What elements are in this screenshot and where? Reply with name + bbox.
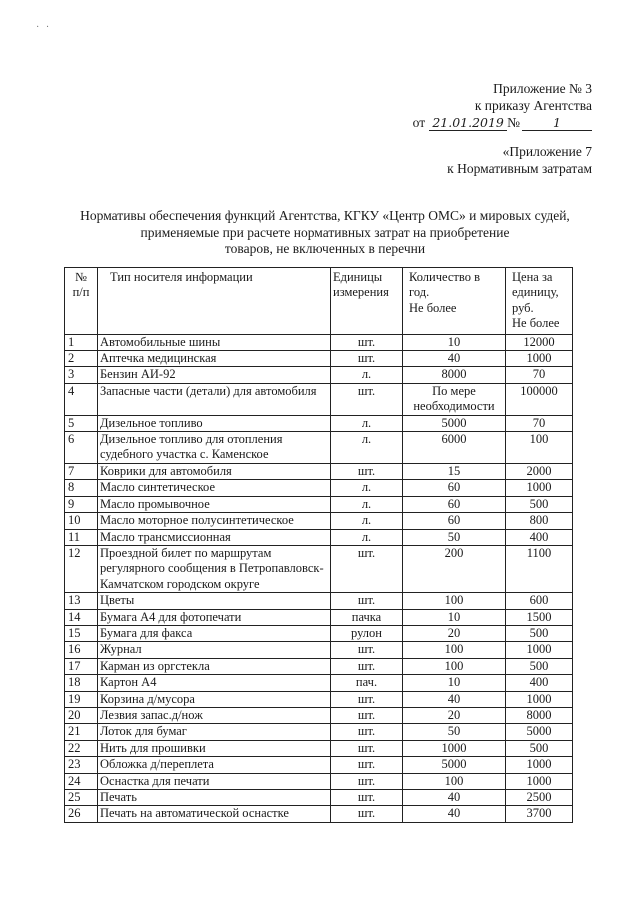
row-quantity: 200 [403, 545, 506, 592]
table-row [65, 480, 573, 496]
row-price: 1000 [506, 691, 573, 707]
date-prefix: от [412, 115, 426, 130]
header-price-line-3: руб. [512, 300, 534, 315]
row-price: 70 [506, 415, 573, 431]
table-row [65, 513, 573, 529]
row-unit: шт. [331, 740, 403, 756]
table-row [65, 415, 573, 431]
row-name: Лезвия запас.д/нож [98, 707, 331, 723]
row-unit: л. [331, 529, 403, 545]
row-quantity: 50 [403, 724, 506, 740]
table-row [65, 593, 573, 609]
row-name: Бумага А4 для фотопечати [98, 609, 331, 625]
header-name-text: Тип носителя информации [110, 270, 253, 284]
header-price-line-4: Не более [512, 316, 560, 331]
row-name: Бумага для факса [98, 625, 331, 641]
row-number: 5 [65, 415, 98, 431]
row-quantity: 5000 [403, 757, 506, 773]
row-price: 500 [506, 740, 573, 756]
row-quantity: 1000 [403, 740, 506, 756]
row-price: 500 [506, 625, 573, 641]
row-number: 25 [65, 790, 98, 806]
row-name: Корзина д/мусора [98, 691, 331, 707]
row-number: 17 [65, 658, 98, 674]
header-quantity-line-1: Количество в [409, 270, 480, 284]
row-quantity: 40 [403, 351, 506, 367]
table-row [65, 351, 573, 367]
row-name: Карман из оргстекла [98, 658, 331, 674]
row-name: Журнал [98, 642, 331, 658]
row-quantity: 6000 [403, 432, 506, 464]
row-price: 5000 [506, 724, 573, 740]
row-number: 20 [65, 707, 98, 723]
row-unit: шт. [331, 806, 403, 822]
row-name: Автомобильные шины [98, 334, 331, 350]
row-quantity: 20 [403, 625, 506, 641]
table-row [65, 675, 573, 691]
title-line-3: товаров, не включенных в перечни [224, 241, 426, 256]
row-unit: шт. [331, 383, 403, 415]
table-row [65, 773, 573, 789]
row-number: 10 [65, 513, 98, 529]
table-body [65, 334, 573, 822]
table-row [65, 496, 573, 512]
row-quantity: 100 [403, 642, 506, 658]
table-row [65, 691, 573, 707]
table-row [65, 367, 573, 383]
appendix-header [413, 80, 592, 131]
row-name: Масло трансмиссионная [98, 529, 331, 545]
title-line-1: Нормативы обеспечения функций Агентства, КГКУ «Центр ОМС» и мировых судей, [80, 208, 570, 223]
row-price: 8000 [506, 707, 573, 723]
norms-table [64, 267, 573, 823]
row-number: 11 [65, 529, 98, 545]
normative-header [447, 143, 592, 177]
row-quantity: 5000 [403, 415, 506, 431]
row-unit: рулон [331, 625, 403, 641]
header-quantity-line-3: Не более [409, 300, 457, 315]
row-unit: л. [331, 513, 403, 529]
appendix7-label: «Приложение 7 [502, 144, 592, 159]
row-number: 26 [65, 806, 98, 822]
handwritten-number: 1 [522, 115, 592, 131]
row-number: 9 [65, 496, 98, 512]
table-row [65, 790, 573, 806]
header-number-line-2: п/п [72, 285, 90, 300]
row-price: 2500 [506, 790, 573, 806]
row-quantity: 15 [403, 463, 506, 479]
normative-reference: к Нормативным затратам [447, 161, 592, 176]
row-number: 23 [65, 757, 98, 773]
row-unit: шт. [331, 658, 403, 674]
table-row [65, 724, 573, 740]
row-quantity: 40 [403, 691, 506, 707]
row-price: 600 [506, 593, 573, 609]
row-name: Проездной билет по маршрутам регулярного сообщения в Петропавловск-Камчатском городском округе [98, 545, 331, 592]
row-name: Масло синтетическое [98, 480, 331, 496]
row-number: 16 [65, 642, 98, 658]
row-price: 2000 [506, 463, 573, 479]
row-number: 24 [65, 773, 98, 789]
row-unit: пачка [331, 609, 403, 625]
row-quantity: 10 [403, 609, 506, 625]
row-quantity: 8000 [403, 367, 506, 383]
row-unit: шт. [331, 790, 403, 806]
row-price: 3700 [506, 806, 573, 822]
header-price-line-1: Цена за [512, 270, 553, 284]
row-unit: л. [331, 496, 403, 512]
row-quantity: 10 [403, 334, 506, 350]
row-quantity: 100 [403, 593, 506, 609]
row-quantity: 50 [403, 529, 506, 545]
row-unit: шт. [331, 724, 403, 740]
row-number: 15 [65, 625, 98, 641]
row-price: 70 [506, 367, 573, 383]
row-unit: шт. [331, 545, 403, 592]
table-row [65, 757, 573, 773]
row-name: Цветы [98, 593, 331, 609]
row-price: 500 [506, 496, 573, 512]
table-row [65, 806, 573, 822]
row-number: 2 [65, 351, 98, 367]
table-row [65, 432, 573, 464]
row-price: 12000 [506, 334, 573, 350]
row-price: 400 [506, 675, 573, 691]
row-price: 1500 [506, 609, 573, 625]
row-number: 3 [65, 367, 98, 383]
row-number: 14 [65, 609, 98, 625]
header-price [506, 268, 573, 335]
header-number [65, 268, 98, 335]
row-number: 21 [65, 724, 98, 740]
row-number: 12 [65, 545, 98, 592]
row-number: 18 [65, 675, 98, 691]
row-number: 13 [65, 593, 98, 609]
row-quantity: 40 [403, 790, 506, 806]
row-unit: л. [331, 415, 403, 431]
row-number: 19 [65, 691, 98, 707]
row-quantity: По мере необходимости [403, 383, 506, 415]
row-name: Лоток для бумаг [98, 724, 331, 740]
header-unit [331, 268, 403, 335]
row-name: Бензин АИ-92 [98, 367, 331, 383]
row-unit: л. [331, 432, 403, 464]
scan-speck: · · [36, 22, 52, 33]
row-unit: шт. [331, 773, 403, 789]
title-line-2: применяемые при расчете нормативных затрат на приобретение [140, 224, 510, 240]
row-quantity: 20 [403, 707, 506, 723]
row-price: 1000 [506, 757, 573, 773]
table-row [65, 658, 573, 674]
appendix-number: Приложение № 3 [493, 81, 592, 96]
row-unit: шт. [331, 707, 403, 723]
order-date-line [413, 114, 592, 131]
row-price: 1000 [506, 642, 573, 658]
row-unit: л. [331, 367, 403, 383]
row-unit: л. [331, 480, 403, 496]
table-row [65, 609, 573, 625]
table-row [65, 545, 573, 592]
row-name: Обложка д/переплета [98, 757, 331, 773]
table-row [65, 334, 573, 350]
row-name: Дизельное топливо [98, 415, 331, 431]
row-number: 1 [65, 334, 98, 350]
row-quantity: 60 [403, 513, 506, 529]
row-price: 100 [506, 432, 573, 464]
row-quantity: 10 [403, 675, 506, 691]
row-price: 1000 [506, 480, 573, 496]
row-price: 800 [506, 513, 573, 529]
header-name [98, 268, 331, 335]
header-price-line-2: единицу, [512, 285, 559, 300]
document-title [40, 208, 610, 258]
row-number: 22 [65, 740, 98, 756]
row-unit: шт. [331, 593, 403, 609]
row-number: 7 [65, 463, 98, 479]
row-price: 1000 [506, 773, 573, 789]
table-row [65, 529, 573, 545]
row-name: Печать [98, 790, 331, 806]
row-quantity: 40 [403, 806, 506, 822]
row-price: 1000 [506, 351, 573, 367]
row-unit: пач. [331, 675, 403, 691]
table-row [65, 740, 573, 756]
number-label: № [507, 115, 520, 130]
row-name: Запасные части (детали) для автомобиля [98, 383, 331, 415]
row-name: Масло промывочное [98, 496, 331, 512]
handwritten-date: 21.01.2019 [429, 115, 507, 131]
row-unit: шт. [331, 351, 403, 367]
row-price: 1100 [506, 545, 573, 592]
row-name: Коврики для автомобиля [98, 463, 331, 479]
row-quantity: 100 [403, 658, 506, 674]
row-number: 6 [65, 432, 98, 464]
row-unit: шт. [331, 334, 403, 350]
row-number: 4 [65, 383, 98, 415]
row-quantity: 60 [403, 480, 506, 496]
table-row [65, 642, 573, 658]
header-quantity-line-2: год. [409, 285, 430, 300]
row-quantity: 100 [403, 773, 506, 789]
row-name: Оснастка для печати [98, 773, 331, 789]
row-name: Картон А4 [98, 675, 331, 691]
row-unit: шт. [331, 757, 403, 773]
row-unit: шт. [331, 691, 403, 707]
table-row [65, 707, 573, 723]
row-price: 500 [506, 658, 573, 674]
row-name: Печать на автоматической оснастке [98, 806, 331, 822]
order-reference: к приказу Агентства [474, 98, 592, 113]
header-quantity [403, 268, 506, 335]
row-number: 8 [65, 480, 98, 496]
header-unit-line-2: измерения [333, 285, 389, 300]
row-name: Масло моторное полусинтетическое [98, 513, 331, 529]
row-unit: шт. [331, 642, 403, 658]
table-row [65, 463, 573, 479]
row-price: 400 [506, 529, 573, 545]
row-quantity: 60 [403, 496, 506, 512]
row-name: Дизельное топливо для отопления судебного участка с. Каменское [98, 432, 331, 464]
header-number-line-1: № [75, 270, 87, 284]
row-name: Аптечка медицинская [98, 351, 331, 367]
table-header-row [65, 268, 573, 335]
row-price: 100000 [506, 383, 573, 415]
table-row [65, 383, 573, 415]
row-unit: шт. [331, 463, 403, 479]
row-name: Нить для прошивки [98, 740, 331, 756]
table-row [65, 625, 573, 641]
header-unit-line-1: Единицы [333, 270, 383, 284]
